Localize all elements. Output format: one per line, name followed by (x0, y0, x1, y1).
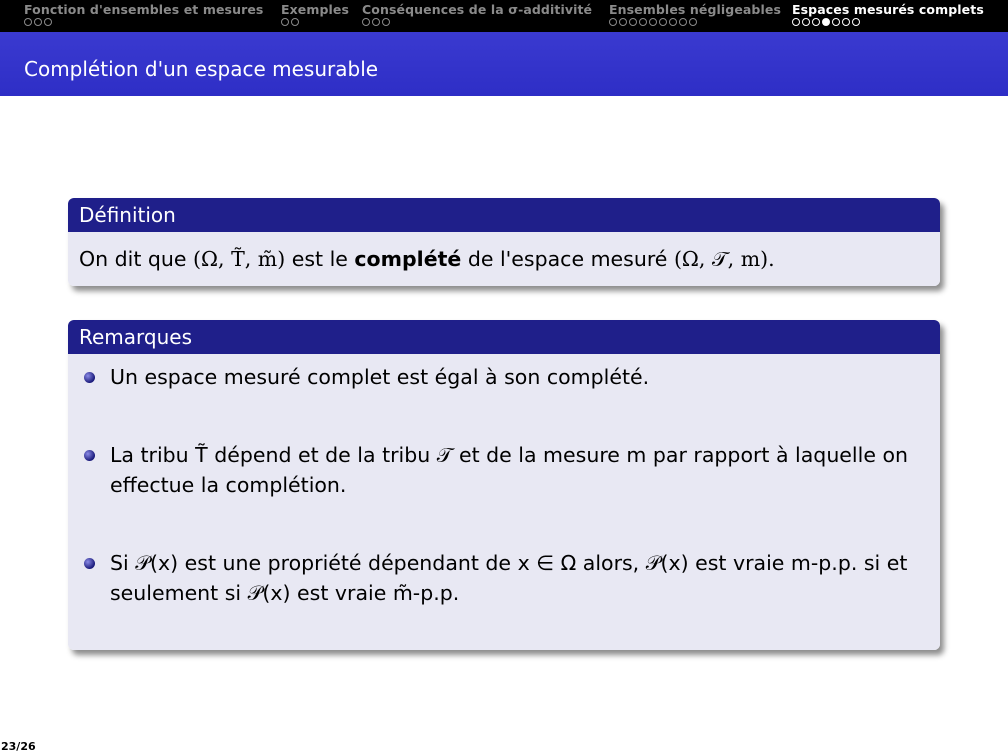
nav-section-title[interactable]: Conséquences de la σ-additivité (362, 2, 593, 17)
frame-title: Complétion d'un espace mesurable (24, 57, 379, 81)
bullet-icon (84, 372, 95, 383)
frame-dot[interactable] (812, 18, 820, 26)
definition-bold-term: complété (354, 247, 462, 271)
remark-item (110, 548, 932, 608)
nav-frame-dots (24, 18, 263, 26)
definition-text-before: On dit que (79, 247, 194, 271)
frame-dot[interactable] (291, 18, 299, 26)
frame-dot[interactable] (281, 18, 289, 26)
frame-dot[interactable] (629, 18, 637, 26)
frame-dot[interactable] (44, 18, 52, 26)
frame-dot[interactable] (649, 18, 657, 26)
frame-dot[interactable] (659, 18, 667, 26)
remark-text: Un espace mesuré complet est égal à son complété. (110, 365, 650, 389)
nav-section-title[interactable]: Exemples (281, 2, 350, 17)
definition-math-measured-space: (Ω, 𝒯, m). (673, 247, 775, 271)
nav-frame-dots (281, 18, 349, 26)
frame-dot[interactable] (852, 18, 860, 26)
frame-dot[interactable] (842, 18, 850, 26)
remark-item (110, 440, 932, 500)
frame-dot[interactable] (832, 18, 840, 26)
frame-dot[interactable] (639, 18, 647, 26)
nav-frame-dots (609, 18, 781, 26)
frame-dot[interactable] (372, 18, 380, 26)
nav-section-espaces-mesures-complets[interactable] (792, 2, 984, 26)
frame-dot[interactable] (792, 18, 800, 26)
frame-dot[interactable] (362, 18, 370, 26)
frame-dot[interactable] (382, 18, 390, 26)
definition-math-completed-space: (Ω, T̃, m̃) (193, 247, 286, 271)
nav-section-ensembles-negligeables[interactable] (609, 2, 781, 26)
section-navigation-bar (0, 0, 1008, 32)
nav-frame-dots (792, 18, 984, 26)
frame-dot[interactable] (34, 18, 42, 26)
remarks-block-body (68, 354, 940, 650)
nav-section-consequences[interactable] (362, 2, 592, 26)
nav-section-fonction-ensembles[interactable] (24, 2, 263, 26)
definition-block-title: Définition (68, 198, 940, 232)
remark-text: Si 𝒫(x) est une propriété dépendant de x ∈ Ω alors, 𝒫(x) est vraie m-p.p. si et seulement si 𝒫(x) est vraie m̃-p.p. (110, 551, 908, 605)
frame-dot[interactable] (24, 18, 32, 26)
frame-dot[interactable] (802, 18, 810, 26)
nav-section-title[interactable]: Espaces mesurés complets (792, 2, 984, 17)
remark-item (110, 362, 932, 392)
remarks-block-title: Remarques (68, 320, 940, 354)
frame-dot[interactable] (619, 18, 627, 26)
frame-dot[interactable] (609, 18, 617, 26)
bullet-icon (84, 558, 95, 569)
frame-dot[interactable] (679, 18, 687, 26)
current-frame-dot[interactable] (822, 18, 830, 26)
frame-dot[interactable] (669, 18, 677, 26)
nav-frame-dots (362, 18, 592, 26)
page-number: 23/26 (1, 740, 36, 753)
frame-title-bar (0, 32, 1008, 96)
definition-block (68, 198, 940, 286)
nav-section-title[interactable]: Ensembles négligeables (609, 2, 781, 17)
frame-dot[interactable] (689, 18, 697, 26)
definition-text-after: de l'espace mesuré (461, 247, 674, 271)
bullet-icon (84, 450, 95, 461)
remarks-block (68, 320, 940, 650)
definition-block-body (68, 232, 940, 286)
nav-section-title[interactable]: Fonction d'ensembles et mesures (24, 2, 264, 17)
nav-section-exemples[interactable] (281, 2, 349, 26)
definition-text-mid: est le (285, 247, 355, 271)
remark-text: La tribu T̃ dépend et de la tribu 𝒯 et de la mesure m par rapport à laquelle on effectue la complétion. (110, 443, 908, 497)
